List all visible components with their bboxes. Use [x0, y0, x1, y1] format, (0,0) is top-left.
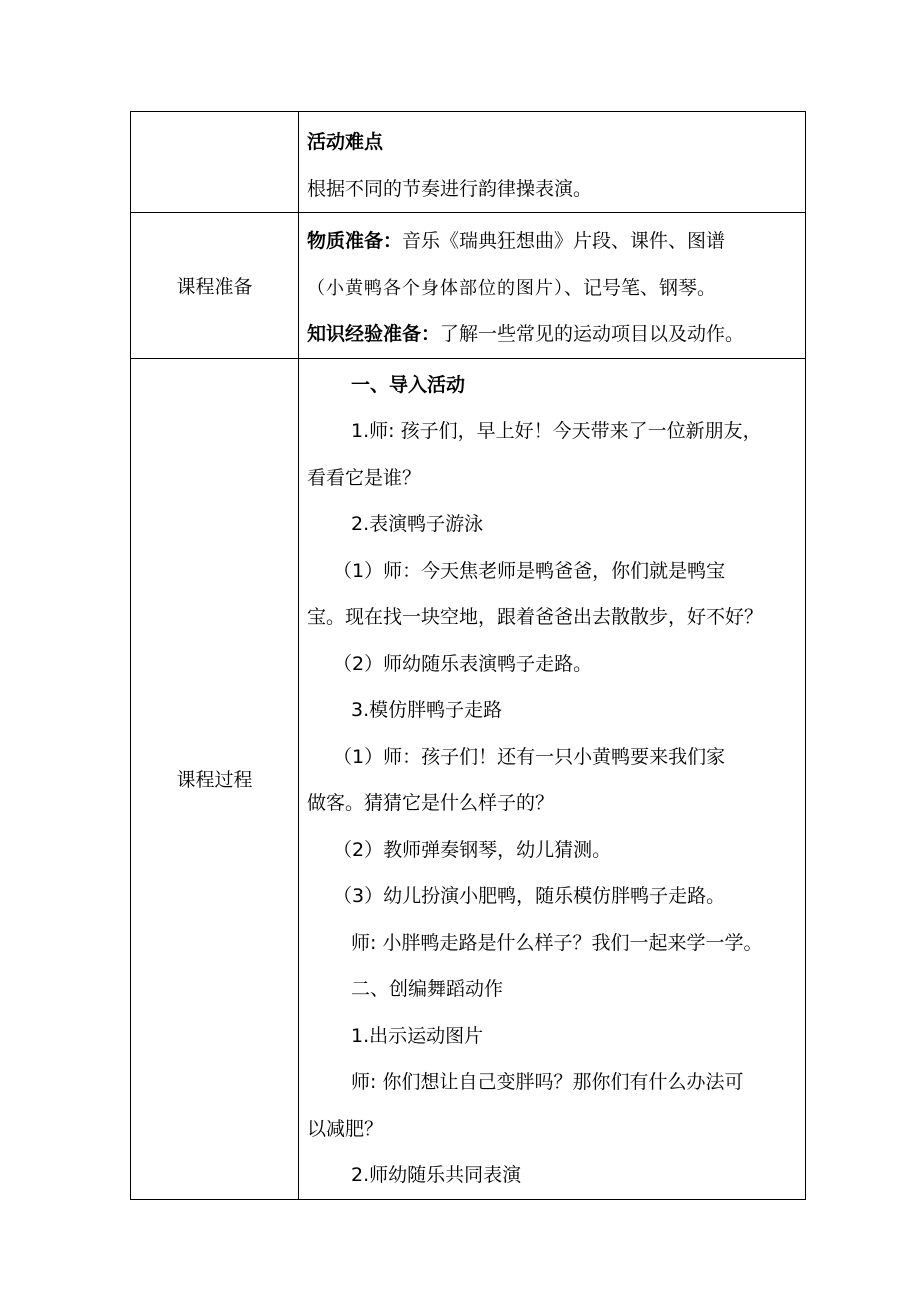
text-line — [307, 218, 805, 265]
line-text: 2.师幼随乐共同表演 — [351, 1164, 522, 1186]
text-line — [307, 966, 805, 1013]
serif-text: （小黄鸭各个身体部位的图片） — [307, 277, 564, 299]
text-line — [307, 548, 805, 595]
line-text: 根据不同的节奏进行韵律操表演。 — [307, 177, 593, 200]
difficulty-content — [299, 112, 806, 213]
text-line — [307, 1152, 805, 1199]
line-text: 1.出示运动图片 — [351, 1024, 484, 1047]
text-line — [307, 1059, 805, 1106]
text-line — [307, 1106, 805, 1153]
line-text: 师: 你们想让自己变胖吗？那你们有什么办法可 — [351, 1071, 744, 1093]
table-row-process — [131, 358, 806, 1199]
text-line — [307, 594, 805, 641]
line-text: （1）师：孩子们！还有一只小黄鸭要来我们家 — [333, 745, 726, 768]
line-text: 做客。猜猜它是什么样子的？ — [307, 792, 555, 814]
line-text: 音乐《瑞典狂想曲》片段、课件、图谱 — [402, 230, 726, 252]
line-text: （3）幼儿扮演小肥鸭，随乐模仿胖鸭子走路。 — [333, 885, 726, 907]
preparation-content — [299, 213, 806, 359]
line-text: 活动难点 — [307, 131, 384, 153]
line-text: 一、导入活动 — [351, 373, 466, 396]
row-label-preparation: 课程准备 — [131, 213, 299, 359]
table-row-preparation — [131, 213, 806, 359]
bold-heading: 知识经验准备： — [307, 323, 441, 345]
line-text: 二、创编舞蹈动作 — [351, 978, 504, 1000]
text-line — [307, 311, 805, 358]
text-line — [307, 873, 805, 920]
text-line — [307, 827, 805, 874]
text-line — [307, 265, 805, 312]
line-text: 师: 小胖鸭走路是什么样子？我们一起来学一学。 — [351, 931, 763, 954]
line-text: 以减肥？ — [307, 1117, 384, 1140]
table-row-difficulty — [131, 112, 806, 213]
text-line — [307, 362, 805, 409]
line-text: 宝。现在找一块空地，跟着爸爸出去散散步，好不好？ — [307, 606, 764, 628]
line-text: 看看它是谁？ — [307, 466, 422, 489]
text-line — [307, 166, 805, 213]
line-text: （1）师：今天焦老师是鸭爸爸，你们就是鸭宝 — [333, 559, 726, 582]
text-line — [307, 455, 805, 502]
line-text: （2）师幼随乐表演鸭子走路。 — [333, 652, 593, 675]
line-text: 了解一些常见的运动项目以及动作。 — [440, 323, 745, 345]
bold-heading: 物质准备： — [307, 230, 403, 252]
text-line — [307, 734, 805, 781]
lesson-plan-table — [130, 111, 806, 1200]
text-line — [307, 1013, 805, 1060]
text-line — [307, 641, 805, 688]
line-text: 2.表演鸭子游泳 — [351, 513, 484, 535]
text-line — [307, 920, 805, 967]
text-line — [307, 408, 805, 455]
text-line — [307, 780, 805, 827]
line-text: （2）教师弹奏钢琴，幼儿猜测。 — [333, 838, 612, 861]
text-line — [307, 119, 805, 166]
line-text: 1.师: 孩子们，早上好！今天带来了一位新朋友， — [351, 420, 762, 442]
line-text: 3.模仿胖鸭子走路 — [351, 699, 503, 721]
text-line — [307, 501, 805, 548]
row-label-empty — [131, 112, 299, 213]
process-content — [299, 358, 806, 1199]
text-line — [307, 687, 805, 734]
row-label-process: 课程过程 — [131, 358, 299, 1199]
line-text: 、记号笔、钢琴。 — [564, 276, 717, 299]
